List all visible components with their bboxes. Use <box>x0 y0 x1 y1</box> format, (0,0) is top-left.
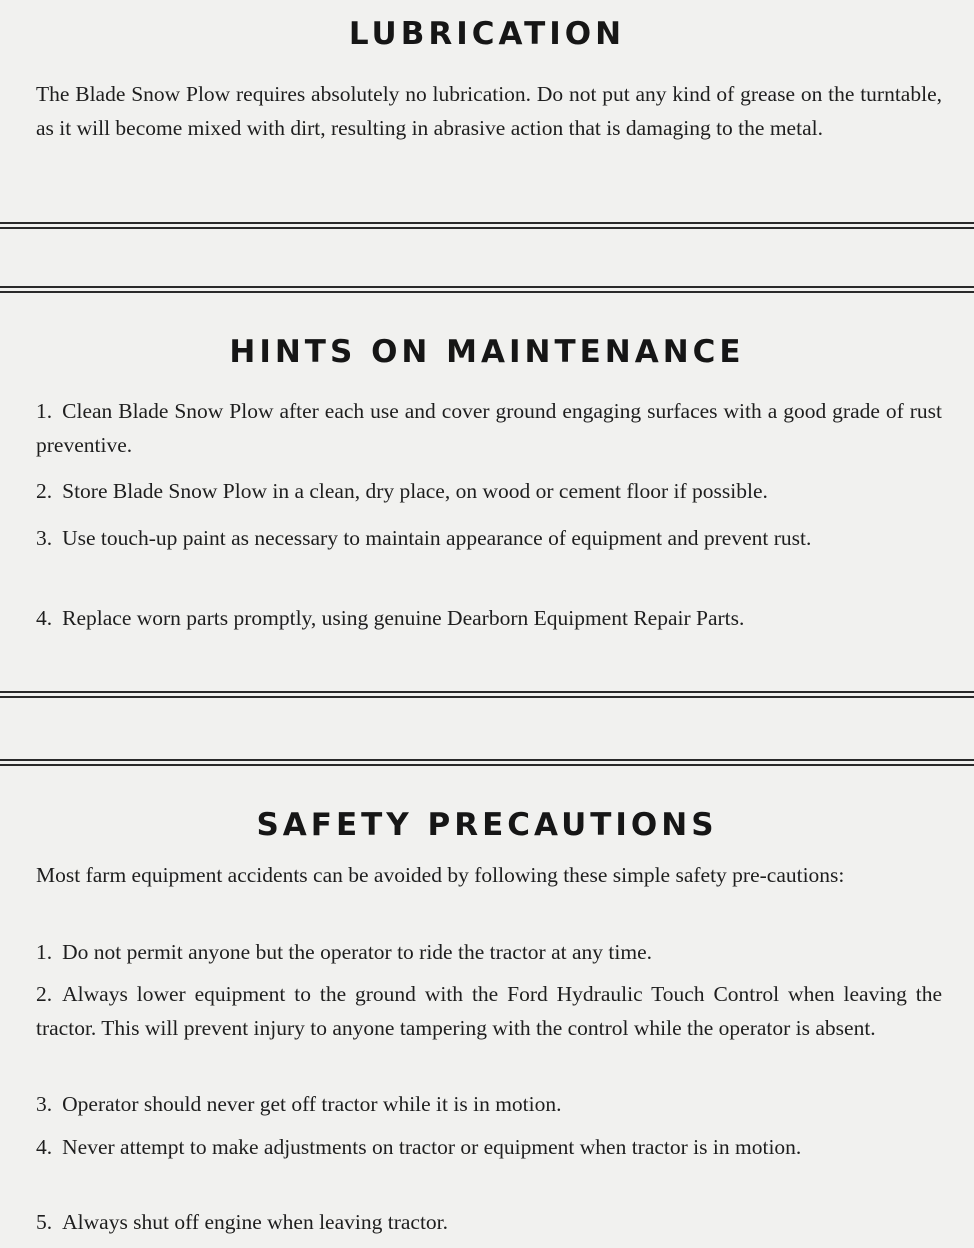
maintenance-item <box>36 521 942 555</box>
item-text: Do not permit anyone but the operator to ride the tractor at any time. <box>62 940 652 964</box>
item-text: Always shut off engine when leaving tractor. <box>62 1210 449 1234</box>
safety-item <box>36 1130 942 1164</box>
item-text: Use touch-up paint as necessary to maintain appearance of equipment and prevent rust. <box>62 526 812 550</box>
maintenance-item <box>36 394 942 462</box>
item-number: 1. <box>36 940 53 964</box>
section-divider <box>0 691 974 698</box>
maintenance-item <box>36 474 942 508</box>
section-divider <box>0 286 974 293</box>
item-text: Operator should never get off tractor while it is in motion. <box>62 1092 562 1116</box>
safety-heading: SAFETY PRECAUTIONS <box>256 807 718 843</box>
safety-item <box>36 1205 942 1239</box>
item-number: 4. <box>36 606 53 630</box>
item-number: 3. <box>36 1092 53 1116</box>
item-text: Never attempt to make adjustments on tractor or equipment when tractor is in motion. <box>62 1135 802 1159</box>
section-divider <box>0 759 974 766</box>
lubrication-body: The Blade Snow Plow requires absolutely no lubrication. Do not put any kind of grease on the turntable, as it will become mixed with dirt, resulting in abrasive action that is damaging to the metal. <box>36 82 942 140</box>
safety-item <box>36 935 942 969</box>
safety-intro: Most farm equipment accidents can be avoided by following these simple safety pre-cautions: <box>36 863 845 887</box>
maintenance-item <box>36 601 942 635</box>
safety-item <box>36 977 942 1045</box>
item-number: 2. <box>36 982 53 1006</box>
safety-item <box>36 1087 942 1121</box>
item-text: Replace worn parts promptly, using genuine Dearborn Equipment Repair Parts. <box>62 606 745 630</box>
lubrication-heading: LUBRICATION <box>348 16 626 52</box>
item-number: 1. <box>36 399 53 423</box>
item-text: Store Blade Snow Plow in a clean, dry place, on wood or cement floor if possible. <box>62 479 768 503</box>
item-number: 2. <box>36 479 53 503</box>
item-number: 3. <box>36 526 53 550</box>
item-number: 5. <box>36 1210 53 1234</box>
section-divider <box>0 222 974 229</box>
item-text: Clean Blade Snow Plow after each use and cover ground engaging surfaces with a good grade of rust preventive. <box>36 399 942 457</box>
maintenance-heading: HINTS ON MAINTENANCE <box>229 334 745 370</box>
item-text: Always lower equipment to the ground with the Ford Hydraulic Touch Control when leaving the tractor. This will prevent injury to anyone tampering with the control while the operator is absent. <box>36 982 942 1040</box>
item-number: 4. <box>36 1135 53 1159</box>
